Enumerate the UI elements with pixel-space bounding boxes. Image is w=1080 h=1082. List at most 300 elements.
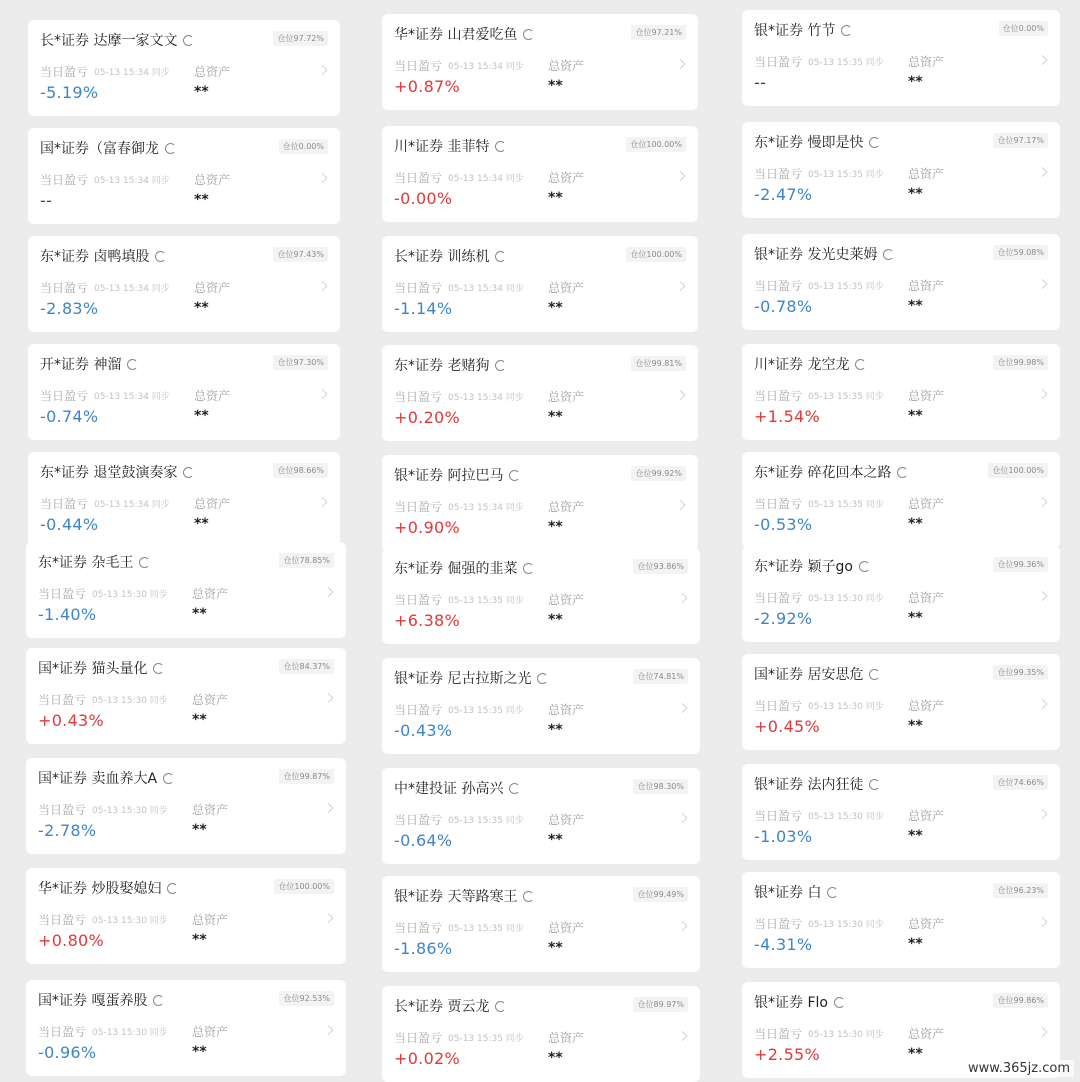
- account-card[interactable]: [742, 546, 1060, 642]
- account-name-text: 银*证券 发光史莱姆: [754, 247, 878, 263]
- daily-pnl-label: 当日盈亏: [394, 813, 443, 827]
- chevron-right-icon[interactable]: [676, 171, 686, 181]
- sync-timestamp: 05-13 15:30 同步: [92, 1028, 168, 1038]
- chevron-right-icon[interactable]: [1038, 1027, 1048, 1037]
- account-name: [394, 246, 506, 266]
- account-card[interactable]: [382, 768, 700, 864]
- chevron-right-icon[interactable]: [324, 1025, 334, 1035]
- total-assets-label: 总资产: [192, 1025, 229, 1039]
- sync-icon[interactable]: [183, 467, 194, 478]
- sync-icon[interactable]: [523, 891, 534, 902]
- sync-icon[interactable]: [495, 251, 506, 262]
- chevron-right-icon[interactable]: [324, 913, 334, 923]
- account-card[interactable]: [28, 20, 340, 116]
- sync-icon[interactable]: [495, 1001, 506, 1012]
- account-name: [394, 24, 534, 44]
- daily-pnl-label: 当日盈亏: [394, 921, 443, 935]
- sync-icon[interactable]: [153, 663, 164, 674]
- position-badge: 仓位100.00%: [626, 247, 686, 262]
- position-badge: 仓位97.43%: [273, 247, 328, 262]
- account-card[interactable]: [382, 986, 700, 1082]
- account-name: [38, 768, 174, 788]
- position-badge: 仓位89.97%: [633, 997, 688, 1012]
- daily-pnl-label: 当日盈亏: [394, 59, 443, 73]
- position-badge: 仓位97.72%: [273, 31, 328, 46]
- daily-pnl-label: 当日盈亏: [754, 591, 803, 605]
- daily-pnl-label: 当日盈亏: [754, 167, 803, 181]
- sync-timestamp: 05-13 15:30 同步: [92, 916, 168, 926]
- account-card[interactable]: [28, 344, 340, 440]
- total-assets-label: 总资产: [908, 699, 945, 713]
- daily-pnl-label: 当日盈亏: [38, 587, 87, 601]
- position-badge: 仓位74.66%: [993, 775, 1048, 790]
- sync-icon[interactable]: [855, 359, 866, 370]
- total-assets-value: **: [908, 718, 923, 734]
- sync-timestamp: 05-13 15:35 同步: [808, 58, 884, 68]
- sync-icon[interactable]: [897, 467, 908, 478]
- account-card[interactable]: [28, 128, 340, 224]
- account-name: [40, 30, 194, 50]
- total-assets-label: 总资产: [548, 921, 585, 935]
- daily-pnl-label: 当日盈亏: [394, 171, 443, 185]
- position-badge: 仓位99.81%: [631, 356, 686, 371]
- sync-icon[interactable]: [509, 783, 520, 794]
- total-assets-value: **: [548, 940, 563, 956]
- sync-icon[interactable]: [537, 673, 548, 684]
- sync-icon[interactable]: [153, 995, 164, 1006]
- total-assets-value: **: [194, 192, 209, 208]
- total-assets-label: 总资产: [194, 281, 231, 295]
- total-assets-label: 总资产: [192, 913, 229, 927]
- total-assets-label: 总资产: [548, 59, 585, 73]
- chevron-right-icon[interactable]: [324, 587, 334, 597]
- account-card[interactable]: [742, 654, 1060, 750]
- account-card[interactable]: [382, 126, 698, 222]
- daily-pnl-label: 当日盈亏: [754, 389, 803, 403]
- sync-timestamp: 05-13 15:35 同步: [808, 500, 884, 510]
- sync-icon[interactable]: [827, 887, 838, 898]
- sync-icon[interactable]: [167, 883, 178, 894]
- account-name: [394, 465, 520, 485]
- daily-pnl-value: -0.78%: [754, 297, 813, 316]
- total-assets-value: **: [192, 932, 207, 948]
- daily-pnl-value: -1.14%: [394, 299, 453, 318]
- daily-pnl-value: -0.64%: [394, 831, 453, 850]
- total-assets-label: 总资产: [908, 497, 945, 511]
- daily-pnl-label: 当日盈亏: [40, 173, 89, 187]
- total-assets-label: 总资产: [908, 809, 945, 823]
- total-assets-value: **: [908, 74, 923, 90]
- total-assets-label: 总资产: [192, 587, 229, 601]
- daily-pnl-value: +6.38%: [394, 611, 461, 630]
- sync-icon[interactable]: [523, 29, 534, 40]
- account-card[interactable]: [28, 452, 340, 548]
- sync-icon[interactable]: [183, 35, 194, 46]
- account-name-text: 东*证券 颖子go: [754, 559, 853, 575]
- account-name-text: 国*证券 卖血养大A: [38, 771, 158, 787]
- position-badge: 仓位99.87%: [279, 769, 334, 784]
- chevron-right-icon[interactable]: [676, 281, 686, 291]
- account-name: [40, 246, 166, 266]
- chevron-right-icon[interactable]: [1038, 167, 1048, 177]
- position-badge: 仓位100.00%: [626, 137, 686, 152]
- daily-pnl-label: 当日盈亏: [754, 699, 803, 713]
- sync-timestamp: 05-13 15:34 同步: [94, 392, 170, 402]
- total-assets-value: **: [194, 300, 209, 316]
- sync-timestamp: 05-13 15:34 同步: [94, 500, 170, 510]
- position-badge: 仓位98.30%: [633, 779, 688, 794]
- daily-pnl-label: 当日盈亏: [394, 500, 443, 514]
- account-name-text: 银*证券 白: [754, 885, 822, 901]
- sync-icon[interactable]: [509, 470, 520, 481]
- account-name: [38, 990, 164, 1010]
- chevron-right-icon[interactable]: [1038, 809, 1048, 819]
- daily-pnl-value: +0.90%: [394, 518, 461, 537]
- sync-timestamp: 05-13 15:34 同步: [448, 62, 524, 72]
- chevron-right-icon[interactable]: [318, 65, 328, 75]
- chevron-right-icon[interactable]: [1038, 55, 1048, 65]
- sync-icon[interactable]: [155, 251, 166, 262]
- position-badge: 仓位74.81%: [633, 669, 688, 684]
- chevron-right-icon[interactable]: [318, 497, 328, 507]
- account-name: [754, 992, 845, 1012]
- sync-timestamp: 05-13 15:34 同步: [448, 174, 524, 184]
- daily-pnl-label: 当日盈亏: [754, 809, 803, 823]
- total-assets-value: **: [548, 409, 563, 425]
- sync-timestamp: 05-13 15:35 同步: [448, 816, 524, 826]
- daily-pnl-value: -0.43%: [394, 721, 453, 740]
- sync-timestamp: 05-13 15:35 同步: [808, 170, 884, 180]
- total-assets-value: **: [192, 712, 207, 728]
- account-name-text: 银*证券 法内狂徒: [754, 777, 864, 793]
- account-name-text: 长*证券 训练机: [394, 249, 490, 265]
- account-name-text: 中*建投证 孙高兴: [394, 781, 504, 797]
- account-card[interactable]: [26, 980, 346, 1076]
- sync-timestamp: 05-13 15:35 同步: [808, 282, 884, 292]
- total-assets-label: 总资产: [548, 1031, 585, 1045]
- sync-icon[interactable]: [165, 143, 176, 154]
- total-assets-value: **: [908, 186, 923, 202]
- total-assets-value: **: [194, 84, 209, 100]
- total-assets-label: 总资产: [548, 281, 585, 295]
- sync-timestamp: 05-13 15:30 同步: [808, 920, 884, 930]
- daily-pnl-label: 当日盈亏: [38, 913, 87, 927]
- position-badge: 仓位98.66%: [273, 463, 328, 478]
- account-name-text: 银*证券 尼古拉斯之光: [394, 671, 532, 687]
- daily-pnl-value: -4.31%: [754, 935, 813, 954]
- chevron-right-icon[interactable]: [676, 59, 686, 69]
- sync-timestamp: 05-13 15:34 同步: [94, 176, 170, 186]
- chevron-right-icon[interactable]: [1038, 699, 1048, 709]
- account-name-text: 银*证券 阿拉巴马: [394, 468, 504, 484]
- daily-pnl-value: --: [754, 73, 767, 92]
- account-name: [754, 132, 880, 152]
- sync-timestamp: 05-13 15:35 同步: [448, 596, 524, 606]
- sync-icon[interactable]: [859, 561, 870, 572]
- total-assets-label: 总资产: [548, 171, 585, 185]
- account-card[interactable]: [382, 658, 700, 754]
- account-card[interactable]: [742, 344, 1060, 440]
- account-card[interactable]: [742, 234, 1060, 330]
- sync-timestamp: 05-13 15:34 同步: [448, 503, 524, 513]
- daily-pnl-label: 当日盈亏: [754, 497, 803, 511]
- total-assets-value: **: [548, 612, 563, 628]
- position-badge: 仓位99.49%: [633, 887, 688, 902]
- chevron-right-icon[interactable]: [324, 803, 334, 813]
- sync-timestamp: 05-13 15:30 同步: [808, 594, 884, 604]
- total-assets-value: **: [548, 1050, 563, 1066]
- total-assets-label: 总资产: [192, 803, 229, 817]
- account-name: [38, 552, 150, 572]
- sync-timestamp: 05-13 15:35 同步: [448, 706, 524, 716]
- position-badge: 仓位99.86%: [993, 993, 1048, 1008]
- sync-timestamp: 05-13 15:34 同步: [94, 68, 170, 78]
- position-badge: 仓位99.35%: [993, 665, 1048, 680]
- account-name: [40, 138, 176, 158]
- position-badge: 仓位84.37%: [279, 659, 334, 674]
- account-name-text: 川*证券 龙空龙: [754, 357, 850, 373]
- daily-pnl-value: +0.20%: [394, 408, 461, 427]
- account-card[interactable]: [382, 345, 698, 441]
- position-badge: 仓位99.36%: [993, 557, 1048, 572]
- daily-pnl-value: -0.00%: [394, 189, 453, 208]
- account-name-text: 长*证券 达摩一家文文: [40, 33, 178, 49]
- daily-pnl-value: -2.47%: [754, 185, 813, 204]
- account-name: [394, 996, 506, 1016]
- position-badge: 仓位93.86%: [633, 559, 688, 574]
- sync-timestamp: 05-13 15:30 同步: [92, 590, 168, 600]
- account-name-text: 国*证券 居安思危: [754, 667, 864, 683]
- chevron-right-icon[interactable]: [1038, 591, 1048, 601]
- total-assets-value: **: [908, 298, 923, 314]
- account-name: [394, 355, 506, 375]
- total-assets-value: **: [548, 300, 563, 316]
- total-assets-label: 总资产: [548, 703, 585, 717]
- sync-timestamp: 05-13 15:30 同步: [808, 702, 884, 712]
- sync-icon[interactable]: [869, 669, 880, 680]
- chevron-right-icon[interactable]: [676, 390, 686, 400]
- account-name-text: 银*证券 天等路寒王: [394, 889, 518, 905]
- account-card[interactable]: [742, 452, 1060, 548]
- daily-pnl-value: -0.96%: [38, 1043, 97, 1062]
- daily-pnl-value: --: [40, 191, 53, 210]
- account-card[interactable]: [742, 10, 1060, 106]
- daily-pnl-label: 当日盈亏: [394, 390, 443, 404]
- chevron-right-icon[interactable]: [1038, 389, 1048, 399]
- account-name: [394, 886, 534, 906]
- total-assets-label: 总资产: [548, 500, 585, 514]
- account-card[interactable]: [742, 122, 1060, 218]
- sync-icon[interactable]: [869, 137, 880, 148]
- account-card[interactable]: [382, 14, 698, 110]
- total-assets-value: **: [194, 408, 209, 424]
- sync-timestamp: 05-13 15:34 同步: [94, 284, 170, 294]
- account-name: [754, 774, 880, 794]
- daily-pnl-value: -1.86%: [394, 939, 453, 958]
- account-name: [394, 558, 534, 578]
- total-assets-label: 总资产: [194, 65, 231, 79]
- daily-pnl-label: 当日盈亏: [754, 917, 803, 931]
- sync-icon[interactable]: [869, 779, 880, 790]
- daily-pnl-value: -1.40%: [38, 605, 97, 624]
- daily-pnl-label: 当日盈亏: [754, 279, 803, 293]
- total-assets-value: **: [908, 936, 923, 952]
- account-card[interactable]: [742, 872, 1060, 968]
- chevron-right-icon[interactable]: [318, 173, 328, 183]
- account-card[interactable]: [382, 455, 698, 551]
- daily-pnl-label: 当日盈亏: [394, 593, 443, 607]
- sync-timestamp: 05-13 15:35 同步: [448, 924, 524, 934]
- daily-pnl-label: 当日盈亏: [38, 693, 87, 707]
- account-name: [394, 136, 506, 156]
- sync-icon[interactable]: [139, 557, 150, 568]
- account-name-text: 东*证券 倔强的韭菜: [394, 561, 518, 577]
- position-badge: 仓位97.21%: [631, 25, 686, 40]
- account-card[interactable]: [26, 648, 346, 744]
- account-name: [40, 462, 194, 482]
- account-name-text: 东*证券 慢即是快: [754, 135, 864, 151]
- total-assets-value: **: [908, 408, 923, 424]
- account-name-text: 东*证券 碎花回本之路: [754, 465, 892, 481]
- chevron-right-icon[interactable]: [1038, 279, 1048, 289]
- sync-icon[interactable]: [841, 25, 852, 36]
- position-badge: 仓位78.85%: [279, 553, 334, 568]
- total-assets-value: **: [192, 606, 207, 622]
- account-name-text: 东*证券 杂毛王: [38, 555, 134, 571]
- position-badge: 仓位99.98%: [993, 355, 1048, 370]
- chevron-right-icon[interactable]: [318, 389, 328, 399]
- account-name-text: 国*证券 猫头量化: [38, 661, 148, 677]
- daily-pnl-label: 当日盈亏: [40, 281, 89, 295]
- total-assets-value: **: [192, 822, 207, 838]
- account-card[interactable]: [28, 236, 340, 332]
- sync-timestamp: 05-13 15:30 同步: [92, 696, 168, 706]
- total-assets-value: **: [908, 516, 923, 532]
- chevron-right-icon[interactable]: [324, 693, 334, 703]
- account-name-text: 华*证券 炒股娶媳妇: [38, 881, 162, 897]
- daily-pnl-value: -2.92%: [754, 609, 813, 628]
- daily-pnl-label: 当日盈亏: [38, 1025, 87, 1039]
- daily-pnl-label: 当日盈亏: [754, 55, 803, 69]
- account-name: [394, 668, 548, 688]
- position-badge: 仓位97.17%: [993, 133, 1048, 148]
- total-assets-label: 总资产: [908, 167, 945, 181]
- sync-icon[interactable]: [834, 997, 845, 1008]
- account-card[interactable]: [742, 764, 1060, 860]
- total-assets-label: 总资产: [908, 1027, 945, 1041]
- account-card[interactable]: [26, 868, 346, 964]
- total-assets-value: **: [908, 610, 923, 626]
- account-name: [394, 778, 520, 798]
- chevron-right-icon[interactable]: [678, 1031, 688, 1041]
- daily-pnl-label: 当日盈亏: [40, 65, 89, 79]
- position-badge: 仓位99.92%: [631, 466, 686, 481]
- sync-icon[interactable]: [127, 359, 138, 370]
- account-name-text: 银*证券 竹节: [754, 23, 836, 39]
- sync-timestamp: 05-13 15:30 同步: [808, 812, 884, 822]
- chevron-right-icon[interactable]: [1038, 917, 1048, 927]
- sync-icon[interactable]: [495, 360, 506, 371]
- daily-pnl-value: +0.43%: [38, 711, 105, 730]
- total-assets-value: **: [908, 1046, 923, 1062]
- account-name-text: 川*证券 韭菲特: [394, 139, 490, 155]
- daily-pnl-value: +0.87%: [394, 77, 461, 96]
- account-name: [38, 878, 178, 898]
- sync-timestamp: 05-13 15:30 同步: [92, 806, 168, 816]
- daily-pnl-label: 当日盈亏: [38, 803, 87, 817]
- total-assets-label: 总资产: [908, 591, 945, 605]
- position-badge: 仓位100.00%: [274, 879, 334, 894]
- daily-pnl-value: -0.44%: [40, 515, 99, 534]
- position-badge: 仓位59.08%: [993, 245, 1048, 260]
- total-assets-label: 总资产: [194, 173, 231, 187]
- chevron-right-icon[interactable]: [318, 281, 328, 291]
- position-badge: 仓位97.30%: [273, 355, 328, 370]
- account-name: [754, 244, 894, 264]
- chevron-right-icon[interactable]: [678, 703, 688, 713]
- chevron-right-icon[interactable]: [1038, 497, 1048, 507]
- account-name: [38, 658, 164, 678]
- total-assets-label: 总资产: [192, 693, 229, 707]
- account-card[interactable]: [382, 236, 698, 332]
- daily-pnl-value: -0.53%: [754, 515, 813, 534]
- account-name-text: 银*证券 Flo: [754, 995, 828, 1011]
- chevron-right-icon[interactable]: [678, 921, 688, 931]
- total-assets-label: 总资产: [194, 497, 231, 511]
- account-name-text: 开*证券 神溜: [40, 357, 122, 373]
- position-badge: 仓位0.00%: [279, 139, 328, 154]
- chevron-right-icon[interactable]: [676, 500, 686, 510]
- sync-icon[interactable]: [163, 773, 174, 784]
- position-badge: 仓位0.00%: [999, 21, 1048, 36]
- daily-pnl-value: -1.03%: [754, 827, 813, 846]
- account-card[interactable]: [382, 548, 700, 644]
- chevron-right-icon[interactable]: [678, 813, 688, 823]
- daily-pnl-value: +0.80%: [38, 931, 105, 950]
- account-name: [754, 354, 866, 374]
- total-assets-value: **: [548, 78, 563, 94]
- total-assets-value: **: [548, 722, 563, 738]
- position-badge: 仓位96.23%: [993, 883, 1048, 898]
- account-name-text: 长*证券 贾云龙: [394, 999, 490, 1015]
- account-card[interactable]: [26, 758, 346, 854]
- chevron-right-icon[interactable]: [678, 593, 688, 603]
- total-assets-label: 总资产: [548, 813, 585, 827]
- sync-icon[interactable]: [523, 563, 534, 574]
- total-assets-value: **: [548, 190, 563, 206]
- total-assets-label: 总资产: [548, 593, 585, 607]
- daily-pnl-label: 当日盈亏: [754, 1027, 803, 1041]
- account-card[interactable]: [382, 876, 700, 972]
- account-name-text: 华*证券 山君爱吃鱼: [394, 27, 518, 43]
- account-name: [754, 882, 838, 902]
- account-name: [754, 462, 908, 482]
- account-name: [40, 354, 138, 374]
- account-card[interactable]: [26, 542, 346, 638]
- daily-pnl-value: +0.02%: [394, 1049, 461, 1068]
- total-assets-label: 总资产: [548, 390, 585, 404]
- daily-pnl-value: -2.78%: [38, 821, 97, 840]
- daily-pnl-label: 当日盈亏: [40, 497, 89, 511]
- daily-pnl-value: -0.74%: [40, 407, 99, 426]
- account-name-text: 国*证券 嘎蛋养股: [38, 993, 148, 1009]
- daily-pnl-value: +0.45%: [754, 717, 821, 736]
- total-assets-value: **: [192, 1044, 207, 1060]
- sync-timestamp: 05-13 15:34 同步: [448, 284, 524, 294]
- daily-pnl-label: 当日盈亏: [394, 1031, 443, 1045]
- sync-icon[interactable]: [495, 141, 506, 152]
- sync-icon[interactable]: [883, 249, 894, 260]
